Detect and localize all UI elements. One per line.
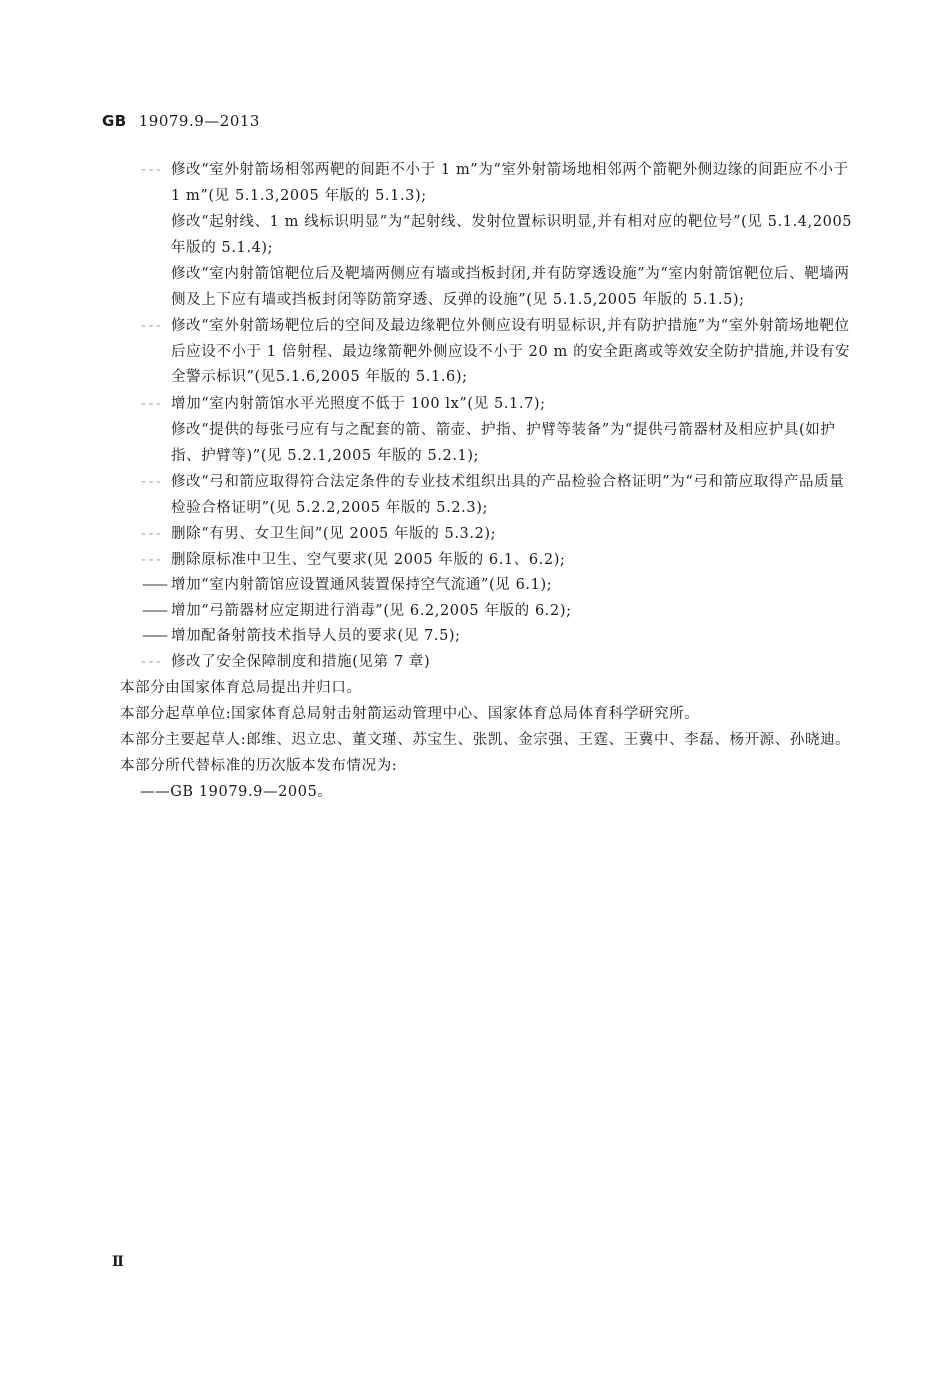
standard-prefix: GB xyxy=(102,112,127,130)
list-item: - - - 删除“有男、女卫生间”(见 2005 年版的 5.3.2); xyxy=(171,522,853,548)
changes-list xyxy=(0,158,950,805)
list-item: - - - 修改了安全保障制度和措施(见第 7 章) xyxy=(171,650,853,676)
list-item: - - - 修改“室外射箭场靶位后的空间及最边缘靶位外侧应设有明显标识,并有防护措施”为“室外射箭场地靶位后应设不小于 1 倍射程、最边缘箭靶外侧应设不小于 20 m 的安全距离或等效安全防护措施,并设有安全警示标识”(见5.1.6,2005 年版的 5.1.6); xyxy=(171,314,853,391)
proposed-by-paragraph: 本部分由国家体育总局提出并归口。 xyxy=(120,680,362,696)
history-intro-paragraph: 本部分所代替标准的历次版本发布情况为: xyxy=(120,758,398,774)
list-item: —— 增加配备射箭技术指导人员的要求(见 7.5); xyxy=(171,624,853,650)
list-item: 修改“提供的每张弓应有与之配套的箭、箭壶、护指、护臂等装备”为“提供弓箭器材及相应护具(如护指、护臂等)”(见 5.2.1,2005 年版的 5.2.1); xyxy=(171,422,836,464)
page-number: Ⅱ xyxy=(112,1254,124,1270)
history-item: ——GB 19079.9—2005。 xyxy=(140,784,333,800)
list-item: 修改“起射线、1 m 线标识明显”为“起射线、发射位置标识明显,并有相对应的靶位号”(见 5.1.4,2005 年版的 5.1.4); xyxy=(171,214,853,256)
list-item: - - - 增加“室内射箭馆水平光照度不低于 100 lx”(见 5.1.7); xyxy=(171,392,853,418)
list-item: 修改“室内射箭馆靶位后及靶墙两侧应有墙或挡板封闭,并有防穿透设施”为“室内射箭馆靶位后、靶墙两侧及上下应有墙或挡板封闭等防箭穿透、反弹的设施”(见 5.1.5,2005 年版的 5.1.5); xyxy=(171,266,850,308)
list-item: - - - 修改“弓和箭应取得符合法定条件的专业技术组织出具的产品检验合格证明”为“弓和箭应取得产品质量检验合格证明”(见 5.2.2,2005 年版的 5.2.3); xyxy=(171,470,853,521)
list-item: —— 增加“室内射箭馆应设置通风装置保持空气流通”(见 6.1); xyxy=(171,573,853,599)
standard-number: 19079.9—2013 xyxy=(138,112,260,130)
drafting-units-paragraph: 本部分起草单位:国家体育总局射击射箭运动管理中心、国家体育总局体育科学研究所。 xyxy=(120,706,700,722)
standard-code-header xyxy=(102,112,260,130)
list-item: - - - 删除原标准中卫生、空气要求(见 2005 年版的 6.1、6.2); xyxy=(171,548,853,574)
list-item: —— 增加“弓箭器材应定期进行消毒”(见 6.2,2005 年版的 6.2); xyxy=(171,599,853,625)
drafters-paragraph: 本部分主要起草人:郎维、迟立忠、董文瑾、苏宝生、张凯、金宗强、王霆、王冀中、李磊、杨开源、孙晓迪。 xyxy=(120,732,851,748)
list-item: - - - 修改“室外射箭场相邻两靶的间距不小于 1 m”为“室外射箭场地相邻两个箭靶外侧边缘的间距应不小于 1 m”(见 5.1.3,2005 年版的 5.1.3); xyxy=(171,158,853,209)
